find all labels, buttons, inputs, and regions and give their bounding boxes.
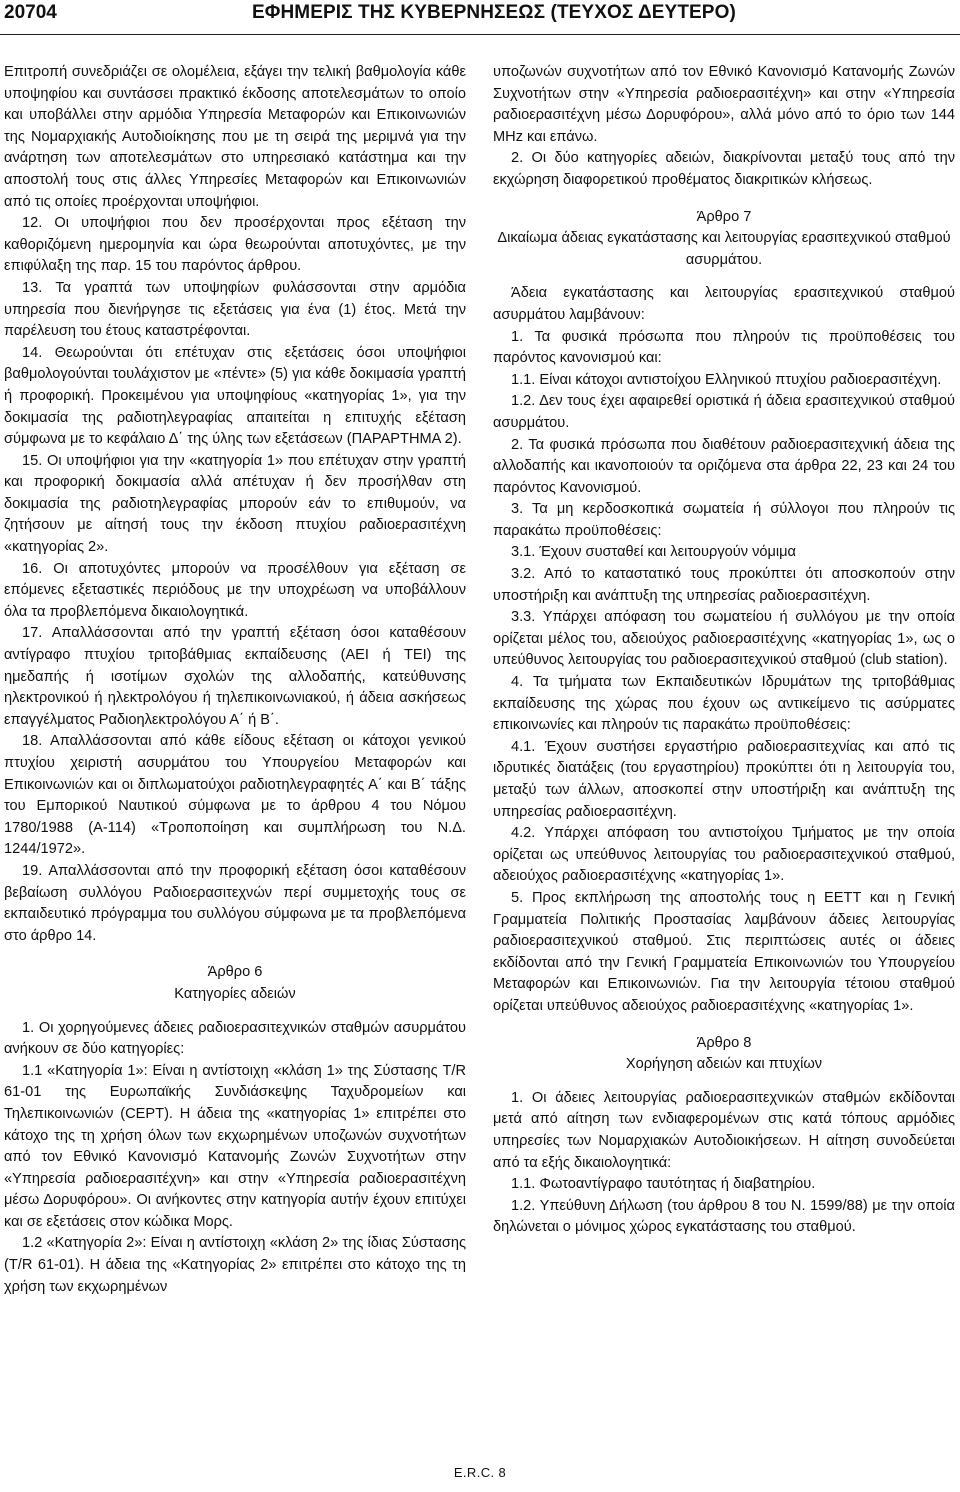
- article-8-number: Άρθρο 8: [696, 1034, 752, 1051]
- paragraph: Άδεια εγκατάστασης και λειτουργίας ερασιτεχνικού σταθμού ασυρμάτου λαμβάνουν:: [493, 285, 955, 323]
- paragraph: 13. Τα γραπτά των υποψηφίων φυλάσσονται στην αρμόδια υπηρεσία που διενήργησε τις εξετάσεις για ένα (1) έτος. Μετά την παρέλευση του έτους καταστρέφονται.: [4, 279, 466, 340]
- article-6-title: Κατηγορίες αδειών: [174, 985, 296, 1002]
- paragraph: υποζωνών συχνοτήτων από τον Εθνικό Κανονισμό Κατανομής Ζωνών Συχνοτήτων στην «Υπηρεσία ραδιοερασιτέχνη» και στην «Υπηρεσία ραδιοερασιτέχνη μέσω Δορυφόρου», αλλά μόνο από το όριο των 144 MHz και επάνω.: [493, 64, 955, 145]
- paragraph: 16. Οι αποτυχόντες μπορούν να προσέλθουν για εξέταση σε επόμενες εξεταστικές περιόδους με την υποχρέωση να υποβάλλουν όλα τα προβλεπόμενα δικαιολογητικά.: [4, 560, 466, 620]
- page-footer: E.R.C. 8: [453, 1465, 507, 1480]
- paragraph: 3.3. Υπάρχει απόφαση του σωματείου ή συλλόγου με την οποία ορίζεται μέλος του, αδειούχος ραδιοερασιτέχνης «κατηγορίας 1», ως ο υπεύθυνος λειτουργίας του ραδιοερασιτεχνικού σταθμού (club station).: [493, 609, 955, 669]
- paragraph: 18. Απαλλάσσονται από κάθε είδους εξέταση οι κάτοχοι γενικού πτυχίου χειριστή ασυρμάτου του Υπουργείου Μεταφορών και Επικοινωνιών και οι διπλωματούχοι ραδιοτηλεγραφητές Α΄ και Β΄ τάξης του Εμπορικού Ναυτικού σύμφωνα με το άρθρου 4 του Νόμου 1780/1988 (Α-114) «Τροποποίηση και συμπλήρωση του Ν.Δ. 1244/1972».: [4, 733, 466, 858]
- paragraph: 2. Οι δύο κατηγορίες αδειών, διακρίνονται μεταξύ τους από την εκχώρηση διαφορετικού προθέματος διακριτικών κλήσεως.: [493, 150, 955, 188]
- paragraph: 3.1. Έχουν συσταθεί και λειτουργούν νόμιμα: [511, 544, 796, 561]
- paragraph: 1.2. Δεν τους έχει αφαιρεθεί οριστικά ή άδεια ερασιτεχνικού σταθμού ασυρμάτου.: [493, 393, 955, 431]
- paragraph: 3.2. Από το καταστατικό τους προκύπτει ότι αποσκοπούν στην υποστήριξη και ανάπτυξη της υπηρεσίας ραδιοερασιτέχνη.: [493, 566, 955, 604]
- header-rule: [0, 34, 960, 35]
- paragraph: 4.2. Υπάρχει απόφαση του αντιστοίχου Τμήματος με την οποία ορίζεται ως υπεύθυνος λειτουργίας του ραδιοερασιτεχνικού σταθμού, αδειούχος ραδιοερασιτέχνης «κατηγορίας 1».: [493, 825, 955, 885]
- paragraph: 19. Απαλλάσσονται από την προφορική εξέταση όσοι καταθέσουν βεβαίωση συλλόγου Ραδιοερασιτεχνών περί συμμετοχής τους σε εκπαιδευτικό πρόγραμμα του συλλόγου σύμφωνα με τα προβλεπόμενα στο άρθρο 14.: [4, 862, 466, 944]
- paragraph: 1. Τα φυσικά πρόσωπα που πληρούν τις προϋποθέσεις του παρόντος κανονισμού και:: [493, 328, 955, 367]
- paragraph: 1. Οι άδειες λειτουργίας ραδιοερασιτεχνικών σταθμών εκδίδονται μετά από αίτηση των ενδιαφερομένων στις κατά τόπους αρμόδιες υπηρεσίες των Νομαρχιακών Αυτοδιοικήσεων. Η αίτηση συνοδεύεται από τα εξής δικαιολογητικά:: [493, 1089, 955, 1171]
- paragraph: 4.1. Έχουν συστήσει εργαστήριο ραδιοερασιτεχνίας και από τις ιδρυτικές διατάξεις (του εργαστηρίου) προκύπτει ότι η λειτουργία του, μεταξύ των άλλων, αποσκοπεί στην υποστήριξη και ανάπτυξη της υπηρεσίας ραδιοερασιτέχνη.: [493, 738, 955, 820]
- article-7-title: Δικαίωμα άδειας εγκατάστασης και λειτουργίας ερασιτεχνικού σταθμού ασυρμάτου.: [497, 230, 951, 268]
- article-8-title: Χορήγηση αδειών και πτυχίων: [625, 1056, 823, 1073]
- paragraph: Επιτροπή συνεδριάζει σε ολομέλεια, εξάγει την τελική βαθμολογία κάθε υποψηφίου και συντάσσει πρακτικό έκδοσης αποτελεσμάτων το οποίο και υποβάλλει στην αρμόδια Υπηρεσία Μεταφορών και Επικοινωνιών της Νομαρχιακής Αυτοδιοίκησης που με τη σειρά της μεριμνά για την ανάρτηση των αποτελεσμάτων στο υπηρεσιακό κατάστημα και την αποστολή τους στις άλλες Υπηρεσίες Μεταφορών και Επικοινωνιών από τις οποίες προέρχονται υποψήφιοι.: [4, 64, 466, 210]
- paragraph: 4. Τα τμήματα των Εκπαιδευτικών Ιδρυμάτων της τριτοβάθμιας εκπαίδευσης της χώρας που έχουν ως αντικείμενο τις ασύρματες επικοινωνίες και πληρούν τις παρακάτω προϋποθέσεις:: [493, 674, 955, 734]
- left-column: [4, 62, 466, 1298]
- paragraph: 1.1. Φωτοαντίγραφο ταυτότητας ή διαβατηρίου.: [511, 1176, 816, 1193]
- paragraph: 17. Απαλλάσσονται από την γραπτή εξέταση όσοι καταθέσουν αντίγραφο πτυχίου τριτοβάθμιας εκπαίδευσης (ΑΕΙ ή ΤΕΙ) της ημεδαπής ή ισοτίμων σχολών της αλλοδαπής, κατεύθυνσης ηλεκτρονικού ή ηλεκτρολόγου ή τηλεπικοινωνιακού, ή άδεια ασκήσεως επαγγέλματος Ραδιοηλεκτρολόγου Α΄ ή Β΄.: [4, 625, 466, 728]
- paragraph: 3. Τα μη κερδοσκοπικά σωματεία ή σύλλογοι που πληρούν τις παρακάτω προϋποθέσεις:: [493, 501, 955, 539]
- article-6-number: Άρθρο 6: [207, 964, 263, 981]
- right-column: [493, 62, 955, 1239]
- paragraph: 1.2. Υπεύθυνη Δήλωση (του άρθρου 8 του Ν. 1599/88) με την οποία δηλώνεται ο μόνιμος χώρος εγκατάστασης του σταθμού.: [493, 1197, 955, 1236]
- paragraph: 2. Τα φυσικά πρόσωπα που διαθέτουν ραδιοερασιτεχνική άδεια της αλλοδαπής και ικανοποιούν τα οριζόμενα στα άρθρα 22, 23 και 24 του παρόντος Κανονισμού.: [493, 436, 955, 496]
- paragraph: 12. Οι υποψήφιοι που δεν προσέρχονται προς εξέταση την καθοριζόμενη ημερομηνία και ώρα θεωρούνται αποτυχόντες, με την επιφύλαξη της παρ. 15 του παρόντος άρθρου.: [4, 215, 466, 275]
- paragraph: 5. Προς εκπλήρωση της αποστολής τους η ΕΕΤΤ και η Γενική Γραμματεία Πολιτικής Προστασίας λαμβάνουν άδειες λειτουργίας ραδιοερασιτεχνικού σταθμού. Στις περιπτώσεις αυτές οι άδειες εκδίδονται από την Γενική Γραμματεία Επικοινωνιών του Υπουργείου Μεταφορών και Επικοινωνιών. Για την λειτουργία τέτοιου σταθμού ορίζεται υπεύθυνος αδειούχος ραδιοερασιτέχνης «κατηγορίας 1».: [493, 889, 955, 1014]
- paragraph: 1. Οι χορηγούμενες άδειες ραδιοερασιτεχνικών σταθμών ασυρμάτου ανήκουν σε δύο κατηγορίες:: [4, 1019, 466, 1058]
- gazette-title: ΕΦΗΜΕΡΙΣ ΤΗΣ ΚΥΒΕΡΝΗΣΕΩΣ (ΤΕΥΧΟΣ ΔΕΥΤΕΡΟ): [252, 2, 736, 23]
- paragraph: 1.1. Είναι κάτοχοι αντιστοίχου Ελληνικού πτυχίου ραδιοερασιτέχνη.: [511, 371, 942, 388]
- article-7-number: Άρθρο 7: [696, 208, 752, 225]
- paragraph: 14. Θεωρούνται ότι επέτυχαν στις εξετάσεις όσοι υποψήφιοι βαθμολογούνται τουλάχιστον με «πέντε» (5) για κάθε δοκιμασία γραπτή ή προφορική. Προκειμένου για υποψηφίους «κατηγορίας 1», για την δοκιμασία της ραδιοτηλεγραφίας απαιτείται η επιτυχής εξέταση σύμφωνα με το κεφάλαιο Δ΄ της ύλης των εξετάσεων (ΠΑΡΑΡΤΗΜΑ 2).: [4, 344, 466, 448]
- paragraph: 1.1 «Κατηγορία 1»: Είναι η αντίστοιχη «κλάση 1» της Σύστασης T/R 61-01 της Ευρωπαϊκής Συνδιάσκεψης Ταχυδρομείων και Τηλεπικοινωνιών (CEPT). Η άδεια της «κατηγορίας 1» επιτρέπει στο κάτοχο της τη χρήση όλων των εκχωρημένων υποζωνών συχνοτήτων από τον Εθνικό Κανονισμό Κατανομής Ζωνών Συχνοτήτων στην «Υπηρεσία ραδιοερασιτέχνη» και στην «Υπηρεσία ραδιοερασιτέχνη μέσω Δορυφόρου». Οι ανήκοντες στην κατηγορία αυτήν έχουν επιτύχει και σε εξετάσεις στον κώδικα Μορς.: [4, 1062, 466, 1230]
- paragraph: 1.2 «Κατηγορία 2»: Είναι η αντίστοιχη «κλάση 2» της ίδιας Σύστασης (T/R 61-01). Η άδεια της «Κατηγορίας 2» επιτρέπει στο κάτοχο της τη χρήση των εκχωρημένων: [4, 1235, 466, 1295]
- page-header: [0, 0, 960, 30]
- page-number: 20704: [4, 2, 57, 23]
- paragraph: 15. Οι υποψήφιοι για την «κατηγορία 1» που επέτυχαν στην γραπτή και προφορική δοκιμασία αλλά απέτυχαν ή δεν προσήλθαν στη δοκιμασία της ραδιοτηλεγραφίας μπορούν εάν το επιθυμούν, να ζητήσουν με αίτησή τους την έκδοση πτυχίου ραδιοερασιτέχνη «κατηγορίας 2».: [4, 452, 466, 556]
